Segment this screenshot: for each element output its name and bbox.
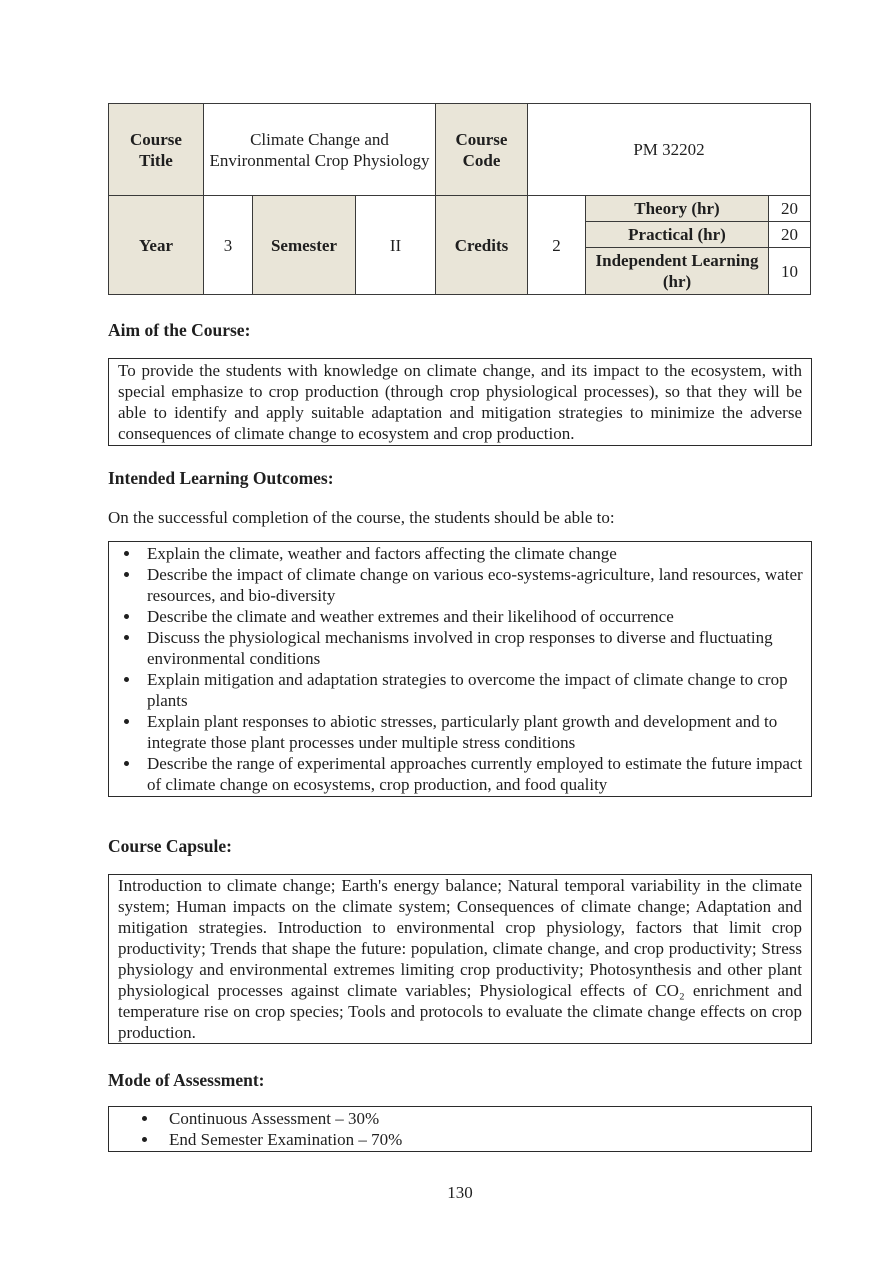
practical-hours-label: Practical (hr) [586,222,769,248]
independent-learning-hours-label: Independent Learning (hr) [586,248,769,295]
semester-label: Semester [253,196,356,295]
practical-hours-value: 20 [769,222,811,248]
course-info-table [108,103,811,295]
aim-text-box: To provide the students with knowledge on climate change, and its impact to the ecosystem, with special emphasize to crop production (through crop physiological processes), so that they will be able to identify and apply suitable adaptation and mitigation strategies to minimize the adverse consequences of climate change to ecosystem and crop production. [108,358,812,446]
course-code-value: PM 32202 [528,104,811,196]
aim-heading: Aim of the Course: [108,320,251,340]
intended-learning-outcomes-heading: Intended Learning Outcomes: [108,468,334,488]
credits-label: Credits [436,196,528,295]
list-item: • Describe the range of experimental approaches currently employed to estimate the future impact of climate change on ecosystems, crop production, and food quality [141,753,803,795]
course-code-label: Course Code [436,104,528,196]
list-item: • End Semester Examination – 70% [159,1129,803,1150]
theory-hours-label: Theory (hr) [586,196,769,222]
page-number: 130 [447,1183,473,1202]
ilo-list [109,543,803,795]
semester-value: II [356,196,436,295]
list-item: • Describe the impact of climate change on various eco-systems-agriculture, land resources, water resources, and bio-diversity [141,564,803,606]
course-capsule-text-box: Introduction to climate change; Earth's energy balance; Natural temporal variability in the climate system; Human impacts on the climate system; Consequences of climate change; Adaptation and mitigation strategies. Introduction to environmental crop physiology, factors that limit crop productivity; Trends that shape the future: population, climate change, and crop productivity; Stress physiology and environmental extremes limiting crop productivity; Photosynthesis and other plant physiological processes against climate variables; Physiological effects of CO₂ enrichment and temperature rise on crop species; Tools and protocols to evaluate the climate change effects on crop production. [108,874,812,1044]
assessment-list [109,1108,803,1150]
assessment-list-box [108,1106,812,1152]
table-row [109,196,811,222]
list-item: • Explain plant responses to abiotic stresses, particularly plant growth and development and to integrate those plant processes under multiple stress conditions [141,711,803,753]
course-title-label: Course Title [109,104,204,196]
year-value: 3 [204,196,253,295]
list-item: • Explain mitigation and adaptation strategies to overcome the impact of climate change to crop plants [141,669,803,711]
list-item: • Continuous Assessment – 30% [159,1108,803,1129]
course-capsule-heading: Course Capsule: [108,836,232,856]
course-title-value: Climate Change and Environmental Crop Physiology [204,104,436,196]
year-label: Year [109,196,204,295]
credits-value: 2 [528,196,586,295]
table-row [109,104,811,196]
list-item: • Describe the climate and weather extremes and their likelihood of occurrence [141,606,803,627]
list-item: • Discuss the physiological mechanisms involved in crop responses to diverse and fluctuating environmental conditions [141,627,803,669]
mode-of-assessment-heading: Mode of Assessment: [108,1070,265,1090]
theory-hours-value: 20 [769,196,811,222]
ilo-list-box [108,541,812,797]
list-item: • Explain the climate, weather and factors affecting the climate change [141,543,803,564]
independent-learning-hours-value: 10 [769,248,811,295]
ilo-intro-text: On the successful completion of the course, the students should be able to: [108,508,615,527]
